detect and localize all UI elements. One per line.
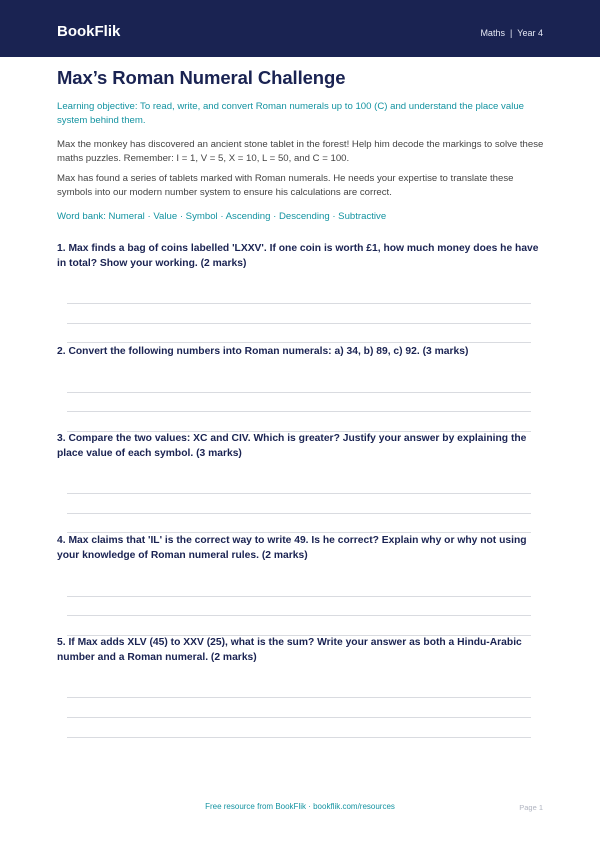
question-2: 2. Convert the following numbers into Roman numerals: a) 34, b) 89, c) 92. (3 marks) xyxy=(57,346,469,357)
word-bank: Word bank: Numeral · Value · Symbol · Ascending · Descending · Subtractive xyxy=(57,211,387,222)
question-5: 5. If Max adds XLV (45) to XXV (25), what is the sum? Write your answer as both a Hindu-Arabic number and a Roman numeral. (2 marks) xyxy=(57,637,522,663)
answer-line-q5-2[interactable] xyxy=(67,717,531,718)
footer-resource-link[interactable]: Free resource from BookFlik · bookflik.com/resources xyxy=(205,802,395,811)
answer-line-q3-1[interactable] xyxy=(67,493,531,494)
subject-label: Maths xyxy=(480,28,505,38)
year-label: Year 4 xyxy=(517,28,543,38)
answer-line-q2-1[interactable] xyxy=(67,392,531,393)
answer-line-q5-1[interactable] xyxy=(67,697,531,698)
subject-year-label xyxy=(480,27,543,39)
answer-line-q5-3[interactable] xyxy=(67,737,531,738)
answer-line-q4-1[interactable] xyxy=(67,596,531,597)
page-header xyxy=(0,0,600,57)
meta-separator: | xyxy=(509,28,513,38)
answer-line-q4-2[interactable] xyxy=(67,615,531,616)
intro-paragraph: Max the monkey has discovered an ancient stone tablet in the forest! Help him decode the markings to solve these maths puzzles. Remember: I = 1, V = 5, X = 10, L = 50, and C = 100. xyxy=(57,139,544,164)
question-3: 3. Compare the two values: XC and CIV. Which is greater? Justify your answer by explaining the place value of each symbol. (3 marks) xyxy=(57,433,527,459)
answer-line-q1-3[interactable] xyxy=(67,342,531,343)
answer-line-q1-1[interactable] xyxy=(67,303,531,304)
brand-logo-text[interactable]: BookFlik xyxy=(57,23,121,40)
context-paragraph: Max has found a series of tablets marked with Roman numerals. He needs your expertise to translate these symbols into our modern number system to ensure his calculations are correct. xyxy=(57,173,514,198)
question-4: 4. Max claims that 'IL' is the correct way to write 49. Is he correct? Explain why or why not using your knowledge of Roman numeral rules. (2 marks) xyxy=(57,535,527,561)
learning-objective: Learning objective: To read, write, and convert Roman numerals up to 100 (C) and understand the place value system behind them. xyxy=(57,101,524,126)
page-title: Max’s Roman Numeral Challenge xyxy=(57,67,346,88)
question-1: 1. Max finds a bag of coins labelled 'LXXV'. If one coin is worth £1, how much money does he have in total? Show your working. (2 marks) xyxy=(57,243,539,269)
answer-line-q1-2[interactable] xyxy=(67,323,531,324)
answer-line-q2-2[interactable] xyxy=(67,411,531,412)
page-number: Page 1 xyxy=(519,803,543,812)
answer-line-q3-2[interactable] xyxy=(67,513,531,514)
